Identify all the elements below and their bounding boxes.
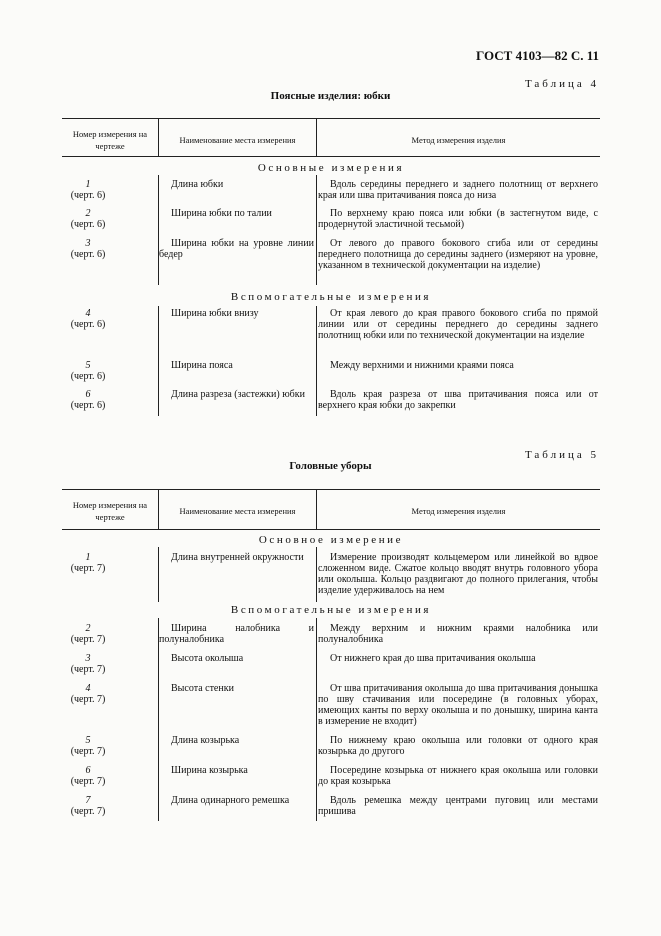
table4-row-number: 3 (черт. 6) — [70, 238, 106, 260]
table4-col-method: Метод измерения изделия — [411, 135, 506, 145]
table5-row-method: Вдоль ремешка между центрами пуговиц или местами пришива — [318, 795, 598, 817]
table5-row-method: Между верхним и нижним краями налобника или полуналобника — [318, 623, 598, 645]
table5-label: Таблица 5 — [524, 449, 599, 461]
table4-col-name: Наименование места измерения — [179, 135, 296, 145]
table5-row-method: От нижнего края до шва притачивания околыша — [330, 653, 536, 664]
table5-top-rule — [62, 489, 600, 490]
table5-row-name: Высота околыша — [171, 653, 244, 664]
table4-top-rule — [62, 118, 600, 119]
table4-row-name: Ширина юбки по талии — [171, 208, 272, 219]
table5-col-method: Метод измерения изделия — [411, 506, 506, 516]
table4-row-number: 5 (черт. 6) — [70, 360, 106, 382]
table4-row-name: Ширина юбки внизу — [171, 308, 259, 319]
table5-section-aux: Вспомогательные измерения — [230, 604, 432, 616]
table4-row-number: 4 (черт. 6) — [70, 308, 106, 330]
table5-row-name: Длина внутренней окружности — [171, 552, 304, 563]
table5-row-name: Ширина налобника и полуналобника — [159, 623, 314, 645]
table4-divider-2b — [316, 306, 317, 416]
table5-row-name: Длина козырька — [171, 735, 240, 746]
table4-row-method: Между верхними и нижними краями пояса — [330, 360, 514, 371]
table5-row-number: 3 (черт. 7) — [70, 653, 106, 675]
table5-row-method: От шва притачивания околыша до шва притачивания донышка по шву стачивания или посередине (в головных уборах, имеющих канты по верху околыша и по донышку, ширина канта в измерение не входит) — [318, 683, 598, 727]
table5-col-name: Наименование места измерения — [179, 506, 296, 516]
table4-row-name: Ширина юбки на уровне линии бедер — [159, 238, 314, 260]
table5-divider-2a — [316, 547, 317, 602]
table4-row-number: 6 (черт. 6) — [70, 389, 106, 411]
page-header: ГОСТ 4103—82 С. 11 — [476, 48, 599, 63]
table5-row-name: Ширина козырька — [171, 765, 248, 776]
table5-row-number: 2 (черт. 7) — [70, 623, 106, 645]
table5-row-number: 4 (черт. 7) — [70, 683, 106, 705]
table5-row-method: Измерение производят кольцемером или линейкой во вдвое сложенном виде. Сжатое кольцо вводят внутрь головного убора или околыша. Кольцо раздвигают до полного прилегания, чтобы изделие удерживалось на нем — [318, 552, 598, 596]
table4-divider-1a — [158, 175, 159, 285]
table5-row-number: 5 (черт. 7) — [70, 735, 106, 757]
table5-header-rule — [62, 529, 600, 530]
table5-col-number: Номер измерения на чертеже — [72, 500, 148, 522]
table4-label: Таблица 4 — [524, 78, 599, 90]
table4-col-number: Номер измерения на чертеже — [72, 129, 148, 151]
table4-row-number: 1 (черт. 6) — [70, 179, 106, 201]
table4-row-method: Вдоль края разреза от шва притачивания пояса или от верхнего края юбки до закрепки — [318, 389, 598, 411]
table4-header-rule — [62, 156, 600, 157]
table4-section-aux: Вспомогательные измерения — [230, 291, 432, 303]
table4-divider-2a — [316, 175, 317, 285]
table4-row-method: По верхнему краю пояса или юбки (в застегнутом виде, с продернутой эластичной тесьмой) — [318, 208, 598, 230]
table5-row-number: 7 (черт. 7) — [70, 795, 106, 817]
table4-row-method: Вдоль середины переднего и заднего полотнищ от верхнего края или шва притачивания пояса до низа — [318, 179, 598, 201]
table4-row-method: От края левого до края правого бокового сгиба по прямой линии или от середины переднего до середины заднего полотнищ юбки или по технической документации на изделие — [318, 308, 598, 341]
table4-title: Поясные изделия: юбки — [270, 90, 391, 102]
table5-divider-1b — [158, 618, 159, 821]
table5-row-name: Высота стенки — [171, 683, 234, 694]
table5-row-number: 1 (черт. 7) — [70, 552, 106, 574]
table5-row-number: 6 (черт. 7) — [70, 765, 106, 787]
table4-row-name: Длина юбки — [171, 179, 224, 190]
table4-section-main: Основные измерения — [257, 162, 405, 174]
table5-row-method: Посередине козырька от нижнего края околыша или головки до края козырька — [318, 765, 598, 787]
table4-row-name: Ширина пояса — [171, 360, 233, 371]
table5-row-method: По нижнему краю околыша или головки от одного края козырька до другого — [318, 735, 598, 757]
table5-row-name: Длина одинарного ремешка — [171, 795, 290, 806]
table4-row-method: От левого до правого бокового сгиба или от середины переднего полотнища до середины заднего (измеряют на уровне, указанном в технической документации на изделие) — [318, 238, 598, 271]
table4-row-name: Длина разреза (застежки) юбки — [171, 389, 305, 400]
table5-divider-2b — [316, 618, 317, 821]
table5-section-main: Основное измерение — [258, 534, 404, 546]
table4-row-number: 2 (черт. 6) — [70, 208, 106, 230]
table5-title: Головные уборы — [289, 460, 372, 472]
